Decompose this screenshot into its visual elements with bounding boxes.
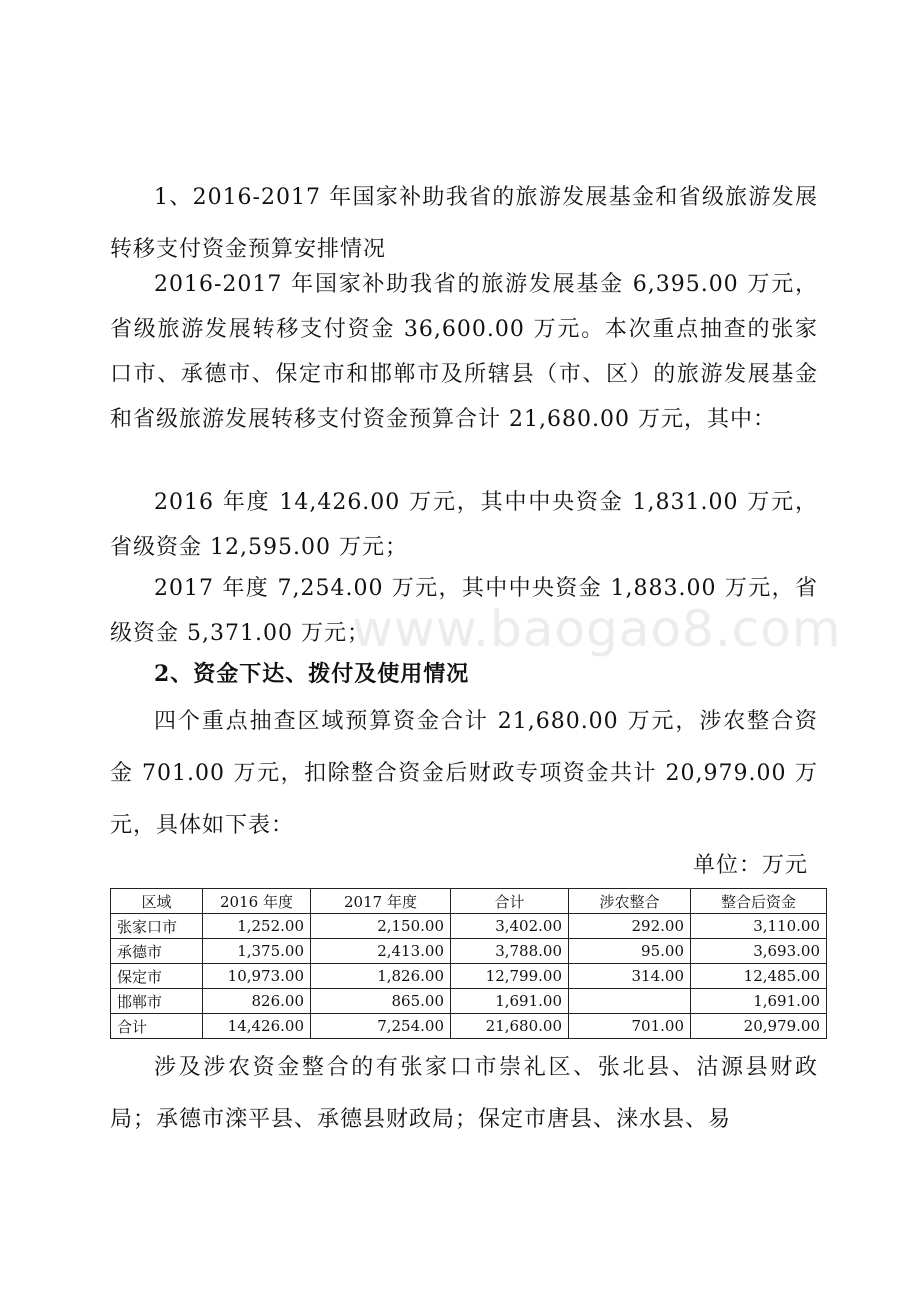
cell-after: 1,691.00 [691,989,827,1014]
section1-heading: 1、2016-2017 年国家补助我省的旅游发展基金和省级旅游发展转移支付资金预算安排情况 [110,185,818,262]
table-row [111,964,827,989]
funding-table [110,888,827,1039]
cell-after: 3,693.00 [691,939,827,964]
section1-paragraph-1: 2016-2017 年国家补助我省的旅游发展基金 6,395.00 万元，省级旅游发展转移支付资金 36,600.00 万元。本次重点抽查的张家口市、承德市、保定市和邯郸市及所辖县（市、区）的旅游发展基金和省级旅游发展转移支付资金预算合计 21,680.00 万元，其中： [110,272,818,432]
cell-2017: 2,150.00 [311,914,451,939]
cell-total: 1,691.00 [451,989,569,1014]
cell-total: 3,788.00 [451,939,569,964]
cell-2016: 1,375.00 [203,939,311,964]
cell-after: 20,979.00 [691,1014,827,1039]
table-header: 2016 年度 [203,889,311,914]
cell-total: 3,402.00 [451,914,569,939]
watermark: www.baogao8.com [352,600,842,658]
cell-region: 合计 [111,1014,203,1039]
cell-after: 12,485.00 [691,964,827,989]
cell-2017: 7,254.00 [311,1014,451,1039]
table-row [111,914,827,939]
cell-agri: 95.00 [569,939,691,964]
cell-region: 承德市 [111,939,203,964]
cell-2017: 2,413.00 [311,939,451,964]
cell-agri: 314.00 [569,964,691,989]
cell-2016: 826.00 [203,989,311,1014]
cell-agri [569,989,691,1014]
cell-total: 21,680.00 [451,1014,569,1039]
cell-2016: 14,426.00 [203,1014,311,1039]
table-header: 2017 年度 [311,889,451,914]
table-header: 合计 [451,889,569,914]
section1-paragraph-2: 2016 年度 14,426.00 万元，其中中央资金 1,831.00 万元，省级资金 12,595.00 万元； [110,490,818,560]
cell-2016: 1,252.00 [203,914,311,939]
table-row [111,939,827,964]
cell-region: 保定市 [111,964,203,989]
cell-2017: 865.00 [311,989,451,1014]
section2-paragraph-1: 四个重点抽查区域预算资金合计 21,680.00 万元，涉农整合资金 701.00 万元，扣除整合资金后财政专项资金共计 20,979.00 万元，具体如下表： [110,709,818,838]
cell-2017: 1,826.00 [311,964,451,989]
cell-agri: 292.00 [569,914,691,939]
table-header-row [111,889,827,914]
table-row [111,989,827,1014]
table-header: 涉农整合 [569,889,691,914]
cell-after: 3,110.00 [691,914,827,939]
table-header: 整合后资金 [691,889,827,914]
table-unit-label: 单位：万元 [692,853,808,878]
cell-total: 12,799.00 [451,964,569,989]
cell-region: 邯郸市 [111,989,203,1014]
section2-heading: 2、资金下达、拨付及使用情况 [154,661,470,687]
cell-region: 张家口市 [111,914,203,939]
cell-agri: 701.00 [569,1014,691,1039]
section1-paragraph-3: 2017 年度 7,254.00 万元，其中中央资金 1,883.00 万元，省级资金 5,371.00 万元； [110,576,818,646]
table-header: 区域 [111,889,203,914]
table-total-row [111,1014,827,1039]
cell-2016: 10,973.00 [203,964,311,989]
after-table-paragraph: 涉及涉农资金整合的有张家口市崇礼区、张北县、沽源县财政局；承德市滦平县、承德县财政局；保定市唐县、涞水县、易 [110,1055,818,1132]
